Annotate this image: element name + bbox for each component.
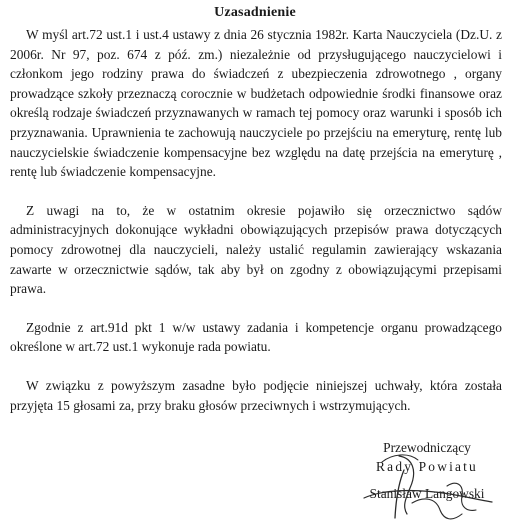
paragraph-competence: Zgodnie z art.91d pkt 1 w/w ustawy zadania i kompetencje organu prowadzącego określone w art.72 ust.1 wykonuje rada powiatu.: [10, 319, 502, 355]
document-title: Uzasadnienie: [214, 5, 296, 20]
document-body: [10, 25, 502, 415]
signature-name: Stanisław Langowski: [369, 486, 485, 501]
signature-role: Przewodniczący: [383, 440, 471, 455]
paragraph-vote-result: W związku z powyższym zasadne było podjęcie niniejszej uchwały, która została przyjęta 15 głosami za, przy braku głosów przeciwnych i wstrzymujących.: [10, 377, 502, 413]
paragraph-court-rulings: Z uwagi na to, że w ostatnim okresie pojawiło się orzecznictwo sądów administracyjnych dokonujące wykładni obowiązujących przepisów prawa dotyczących pomocy zdrowotnej dla nauczycieli, należy ustalić regulamin zawierający wskazania zawarte w orzecznictwie sądów, tak aby był on zgodny z obowiązującymi przepisami prawa.: [10, 202, 502, 297]
signature-council: Rady Powiatu: [376, 459, 478, 474]
paragraph-legal-basis: W myśl art.72 ust.1 i ust.4 ustawy z dnia 26 stycznia 1982r. Karta Nauczyciela (Dz.U. z 2006r. Nr 97, poz. 674 z póź. zm.) niezależnie od przysługującego nauczycielowi i członkom jego rodziny prawa do świadczeń z ubezpieczenia zdrowotnego , organy prowadzące szkoły przeznaczą corocznie w budżetach odpowiednie środki finansowe oraz określą rodzaje świadczeń przyznawanych w ramach tej pomocy oraz warunki i sposób ich przyznawania. Uprawnienia te zachowują nauczyciele po przejściu na emeryturę, rentę lub nauczycielskie świadczenie kompensacyjne bez względu na datę przejścia na emeryturę , rentę lub świadczenie kompensacyjne.: [10, 27, 502, 180]
signature-block: [352, 438, 502, 503]
